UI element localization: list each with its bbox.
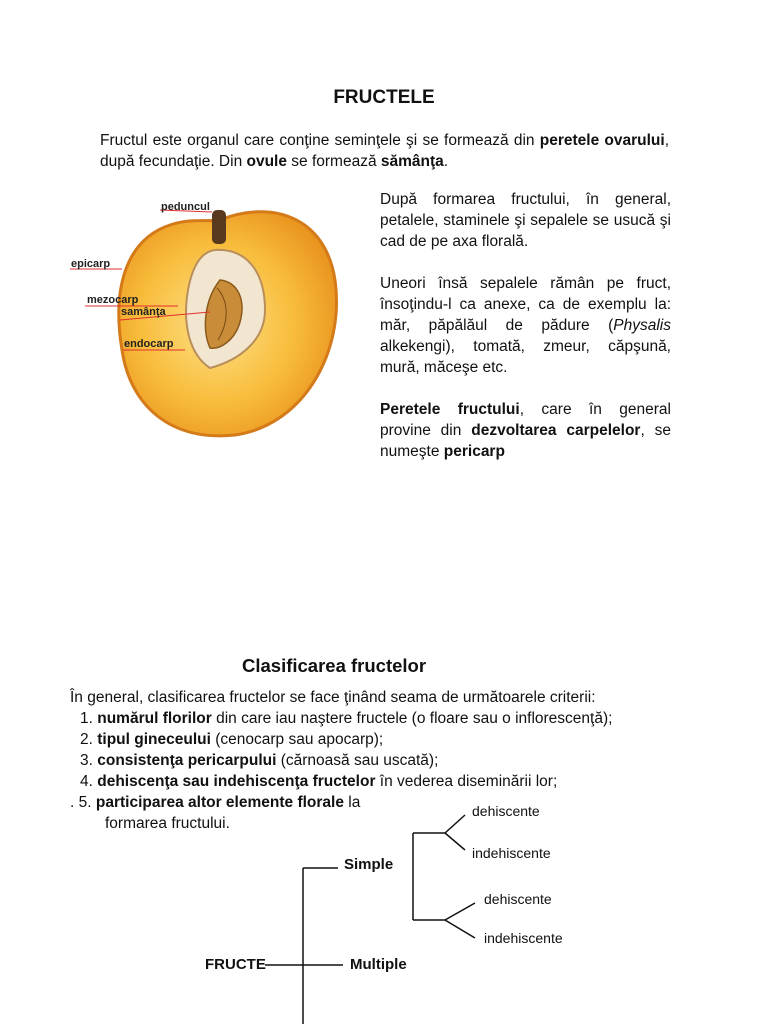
label-epicarp: epicarp <box>71 258 111 270</box>
tree-leaf: indehiscente <box>472 845 551 861</box>
label-endocarp: endocarp <box>124 338 174 350</box>
paragraph-drop: După formarea fructului, în general, petalele, staminele şi sepalele se usucă şi cad de pe axa florală. <box>380 191 671 250</box>
tree-multiple: Multiple <box>350 956 407 973</box>
classification-tree <box>0 800 768 1024</box>
fruit-section-illustration <box>60 190 350 445</box>
label-samanta: samânţa <box>121 306 166 318</box>
tree-simple: Simple <box>344 856 394 873</box>
tree-leaf: dehiscente <box>484 891 552 907</box>
list-item: . 5. participarea altor elemente florale la <box>70 794 361 811</box>
paragraph-pericarp: Peretele fructului, care în general provine din dezvoltarea carpelelor, se numeşte pericarp <box>380 401 671 460</box>
list-item: 1. numărul florilor din care iau naştere fructele (o floare sau o inflorescenţă); <box>80 710 613 727</box>
page-title: FRUCTELE <box>333 87 435 108</box>
tree-root: FRUCTE <box>205 956 266 973</box>
section-heading: Clasificarea fructelor <box>242 655 427 676</box>
criteria-lead: În general, clasificarea fructelor se face ţinând seama de următoarele criterii: <box>70 689 596 706</box>
tree-leaf: indehiscente <box>484 930 563 946</box>
list-item: 4. dehiscenţa sau indehiscenţa fructelor în vederea diseminării lor; <box>80 773 558 790</box>
paragraph-sepals: Uneori însă sepalele rămân pe fruct, însoţindu-l ca anexe, ca de exemplu la: măr, păpălăul de pădure (Physalis alkekengi), tomată, zmeur, căpşună, mură, măceşe etc. <box>380 275 671 376</box>
label-peduncul: peduncul <box>161 201 210 213</box>
intro-paragraph: Fructul este organul care conţine seminţele şi se formează din peretele ovarului, după fecundaţie. Din ovule se formează sămânţa. <box>100 132 669 170</box>
list-item: 3. consistenţa pericarpului (cărnoasă sau uscată); <box>80 752 439 769</box>
tree-leaf: dehiscente <box>472 803 540 819</box>
label-mezocarp: mezocarp <box>87 294 139 306</box>
stalk <box>212 210 226 244</box>
list-item: 2. tipul gineceului (cenocarp sau apocarp); <box>80 731 384 748</box>
list-item-continuation: formarea fructului. <box>105 815 230 832</box>
